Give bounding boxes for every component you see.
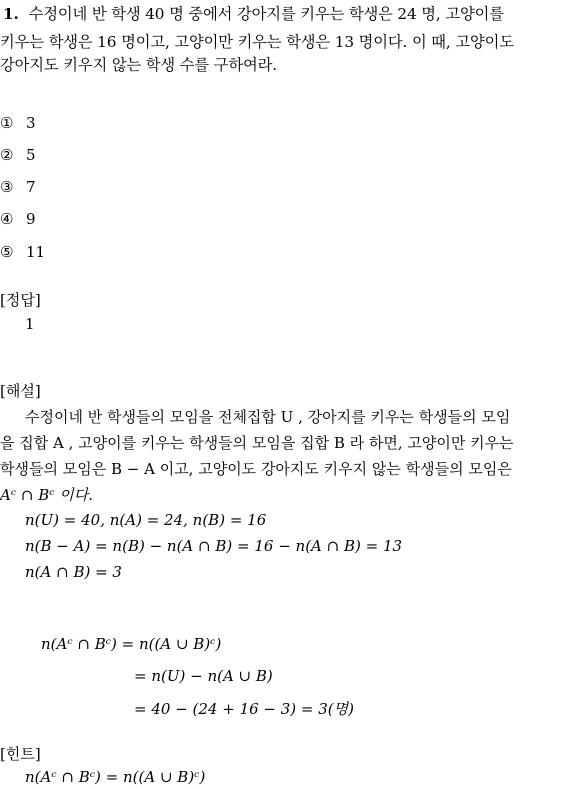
question-line-1: [3, 2, 504, 24]
choice-4[interactable]: [0, 210, 36, 228]
equation-4: n(Aᶜ ∩ Bᶜ) = n((A ∪ B)ᶜ): [41, 635, 222, 653]
question-line-2: 키우는 학생은 16 명이고, 고양이만 키우는 학생은 13 명이다. 이 때, 고양이도: [0, 33, 514, 51]
equation-5: = n(U) − n(A ∪ B): [134, 667, 273, 685]
equation-3: n(A ∩ B) = 3: [25, 563, 122, 581]
question-number: 1.: [3, 5, 19, 23]
equation-6: = 40 − (24 + 16 − 3) = 3(명): [134, 700, 355, 718]
answer-value: 1: [25, 315, 35, 333]
choice-3-text: 7: [26, 178, 36, 196]
choice-4-text: 9: [26, 210, 36, 228]
choice-3[interactable]: [0, 178, 36, 196]
choice-5-marker: ⑤: [0, 243, 14, 261]
hint-heading: [힌트]: [0, 745, 41, 763]
choice-5[interactable]: [0, 243, 45, 261]
choice-2-text: 5: [26, 146, 36, 164]
answer-heading: [정답]: [0, 291, 41, 309]
choice-2-marker: ②: [0, 146, 14, 164]
hint-equation: n(Aᶜ ∩ Bᶜ) = n((A ∪ B)ᶜ): [25, 768, 206, 786]
equation-1: n(U) = 40, n(A) = 24, n(B) = 16: [25, 511, 267, 529]
choice-1-marker: ①: [0, 114, 14, 132]
equation-2: n(B − A) = n(B) − n(A ∩ B) = 16 − n(A ∩ B) = 13: [25, 537, 403, 555]
question-text-1: 수정이네 반 학생 40 명 중에서 강아지를 키우는 학생은 24 명, 고양이를: [28, 5, 504, 23]
choice-1-text: 3: [26, 114, 36, 132]
explanation-para-2: 을 집합 A , 고양이를 키우는 학생들의 모임을 집합 B 라 하면, 고양이만 키우는: [0, 434, 514, 452]
explanation-para-3: 학생들의 모임은 B − A 이고, 고양이도 강아지도 키우지 않는 학생들의 모임은: [0, 460, 512, 478]
choice-3-marker: ③: [0, 178, 14, 196]
choice-2[interactable]: [0, 146, 36, 164]
choice-1[interactable]: [0, 114, 36, 132]
choice-5-text: 11: [26, 243, 46, 261]
question-line-3: 강아지도 키우지 않는 학생 수를 구하여라.: [0, 56, 277, 74]
explanation-para-1: 수정이네 반 학생들의 모임을 전체집합 U , 강아지를 키우는 학생들의 모임: [25, 408, 511, 426]
explanation-para-4: Aᶜ ∩ Bᶜ 이다.: [0, 486, 94, 504]
choice-4-marker: ④: [0, 210, 14, 228]
explanation-heading: [해설]: [0, 382, 41, 400]
